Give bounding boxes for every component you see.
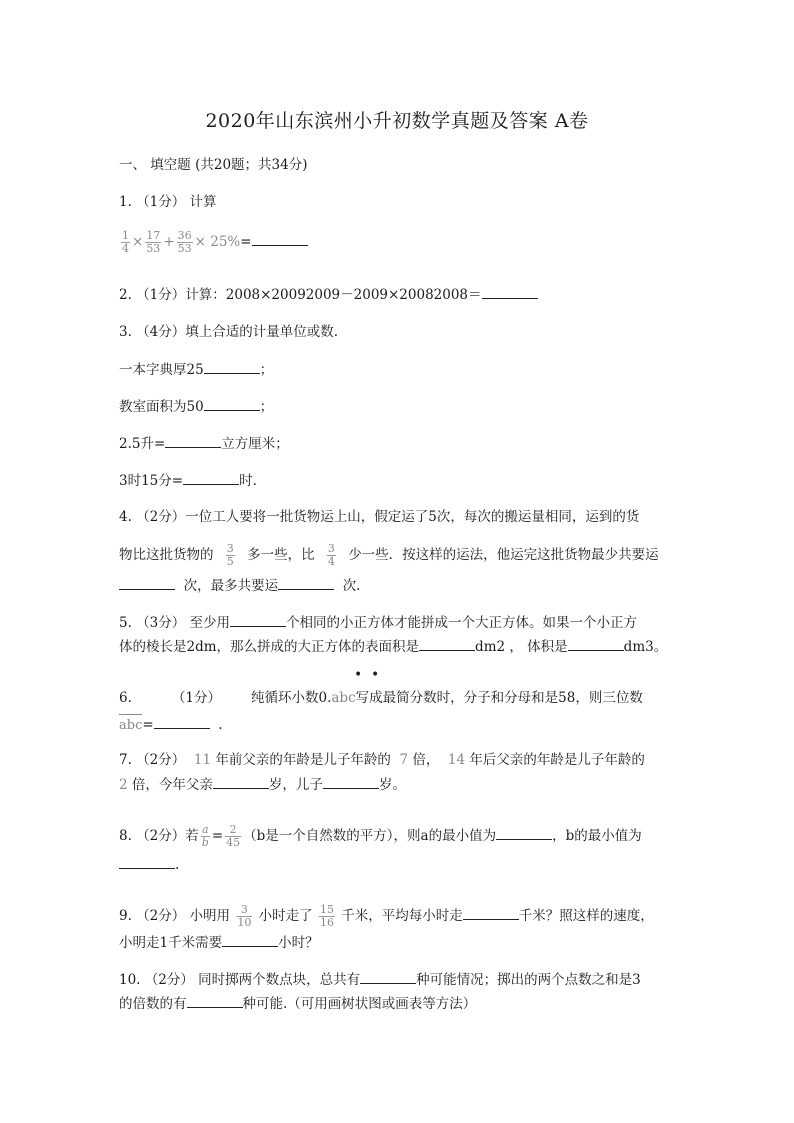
answer-blank[interactable] (213, 774, 269, 789)
answer-blank[interactable] (204, 359, 260, 374)
question-3-line-3: 2.5升= 立方厘米； (119, 433, 289, 454)
answer-blank[interactable] (496, 825, 552, 840)
fraction: $\frac{3}{5}$ (226, 542, 234, 568)
question-8-line-2: . (119, 854, 179, 875)
answer-blank[interactable] (165, 433, 221, 448)
question-1-heading: 1. （1分） 计算 (119, 194, 217, 210)
question-5-line-2: 体的棱长是2dm，那么拼成的大正方体的表面积是 dm2 ， 体积是 dm3。 (119, 636, 667, 657)
fraction: $\frac{17}{53}$ (146, 229, 161, 255)
question-10-line-2: 的倍数的有 种可能.（可用画树状图或画表等方法） (119, 993, 476, 1014)
question-4-line-2: 物比这批货物的 $\frac{3}{5}$ 多一些，比 $\frac{3}{4}$ 少一些．按这样的运法，他运完这批货物最少共要运 (119, 542, 659, 568)
question-9-line-1: 9. （2分） 小明用 $\frac{3}{10}$ 小时走了 $\frac{15}{16}$ 千米，平均每小时走 千米？照这样的速度， (119, 903, 654, 929)
answer-blank[interactable] (154, 714, 210, 729)
question-4-line-3: 次，最多共要运 次. (119, 575, 360, 596)
question-3-line-2: 教室面积为50 ； (119, 396, 273, 417)
answer-blank[interactable] (323, 774, 379, 789)
answer-blank[interactable] (204, 396, 260, 411)
question-2: 2. （1分）计算：2008×20092009－2009×20082008＝ (119, 284, 538, 305)
page-title: 2020年山东滨州小升初数学真题及答案 A卷 (205, 110, 589, 132)
question-6-line-1: 6. （1分） 纯循环小数0.abc写成最简分数时，分子和分母和是58，则三位数 (119, 690, 643, 706)
fraction: $\frac{36}{53}$ (177, 229, 192, 255)
answer-blank[interactable] (568, 636, 624, 651)
answer-blank[interactable] (482, 284, 538, 299)
answer-blank[interactable] (222, 932, 278, 947)
question-8-line-1: 8. （2分）若 $\frac{a}{b}$ = $\frac{2}{45}$ （b是一个自然数的平方），则a的最小值为 ，b的最小值为 (119, 823, 642, 849)
answer-blank[interactable] (183, 470, 239, 485)
fraction: $\frac{2}{45}$ (226, 823, 241, 849)
question-10-line-1: 10. （2分） 同时掷两个数点块，总共有 种可能情况；掷出的两个点数之和是3 (119, 969, 641, 990)
answer-blank[interactable] (119, 575, 175, 590)
question-3-heading: 3. （4分）填上合适的计量单位或数. (119, 324, 339, 340)
repeating-dot: • (354, 667, 363, 683)
question-7-line-1: 7. （2分） 11 年前父亲的年龄是儿子年龄的 7 倍， 14 年后父亲的年龄是儿子年龄的 (119, 752, 645, 768)
answer-blank[interactable] (419, 636, 475, 651)
question-7-line-2: 2 倍，今年父亲 岁，儿子 岁。 (119, 774, 406, 795)
answer-blank[interactable] (278, 575, 334, 590)
overlined-number: abc (119, 716, 142, 736)
answer-blank[interactable] (252, 231, 308, 246)
fraction: $\frac{15}{16}$ (319, 903, 334, 929)
answer-blank[interactable] (463, 905, 519, 920)
answer-blank[interactable] (230, 612, 286, 627)
question-6-line-2: abc= . (119, 714, 223, 736)
answer-blank[interactable] (187, 993, 243, 1008)
repeating-dot: • (371, 667, 380, 683)
question-5-line-1: 5. （3分） 至少用 个相同的小正方体才能拼成一个大正方体。如果一个小正方 (119, 612, 637, 633)
fraction: $\frac{3}{10}$ (237, 903, 252, 929)
fraction: $\frac{a}{b}$ (201, 823, 209, 849)
question-3-line-4: 3时15分= 时. (119, 470, 257, 491)
answer-blank[interactable] (360, 969, 416, 984)
section-heading: 一、 填空题 (共20题；共34分) (119, 157, 308, 173)
answer-blank[interactable] (119, 854, 175, 869)
fraction: $\frac{3}{4}$ (327, 542, 335, 568)
question-3-line-1: 一本字典厚25 ； (119, 359, 273, 380)
question-1-expression: $\frac{1}{4}$ × $\frac{17}{53}$ + $\frac{36}{53}$ × 25%= (119, 230, 308, 255)
question-4-line-1: 4. （2分）一位工人要将一批货物运上山，假定运了5次，每次的搬运量相同，运到的货 (119, 509, 640, 525)
fraction: $\frac{1}{4}$ (122, 229, 129, 255)
repeating-digits: abc (331, 690, 356, 706)
question-9-line-2: 小明走1千米需要 小时？ (119, 932, 319, 953)
